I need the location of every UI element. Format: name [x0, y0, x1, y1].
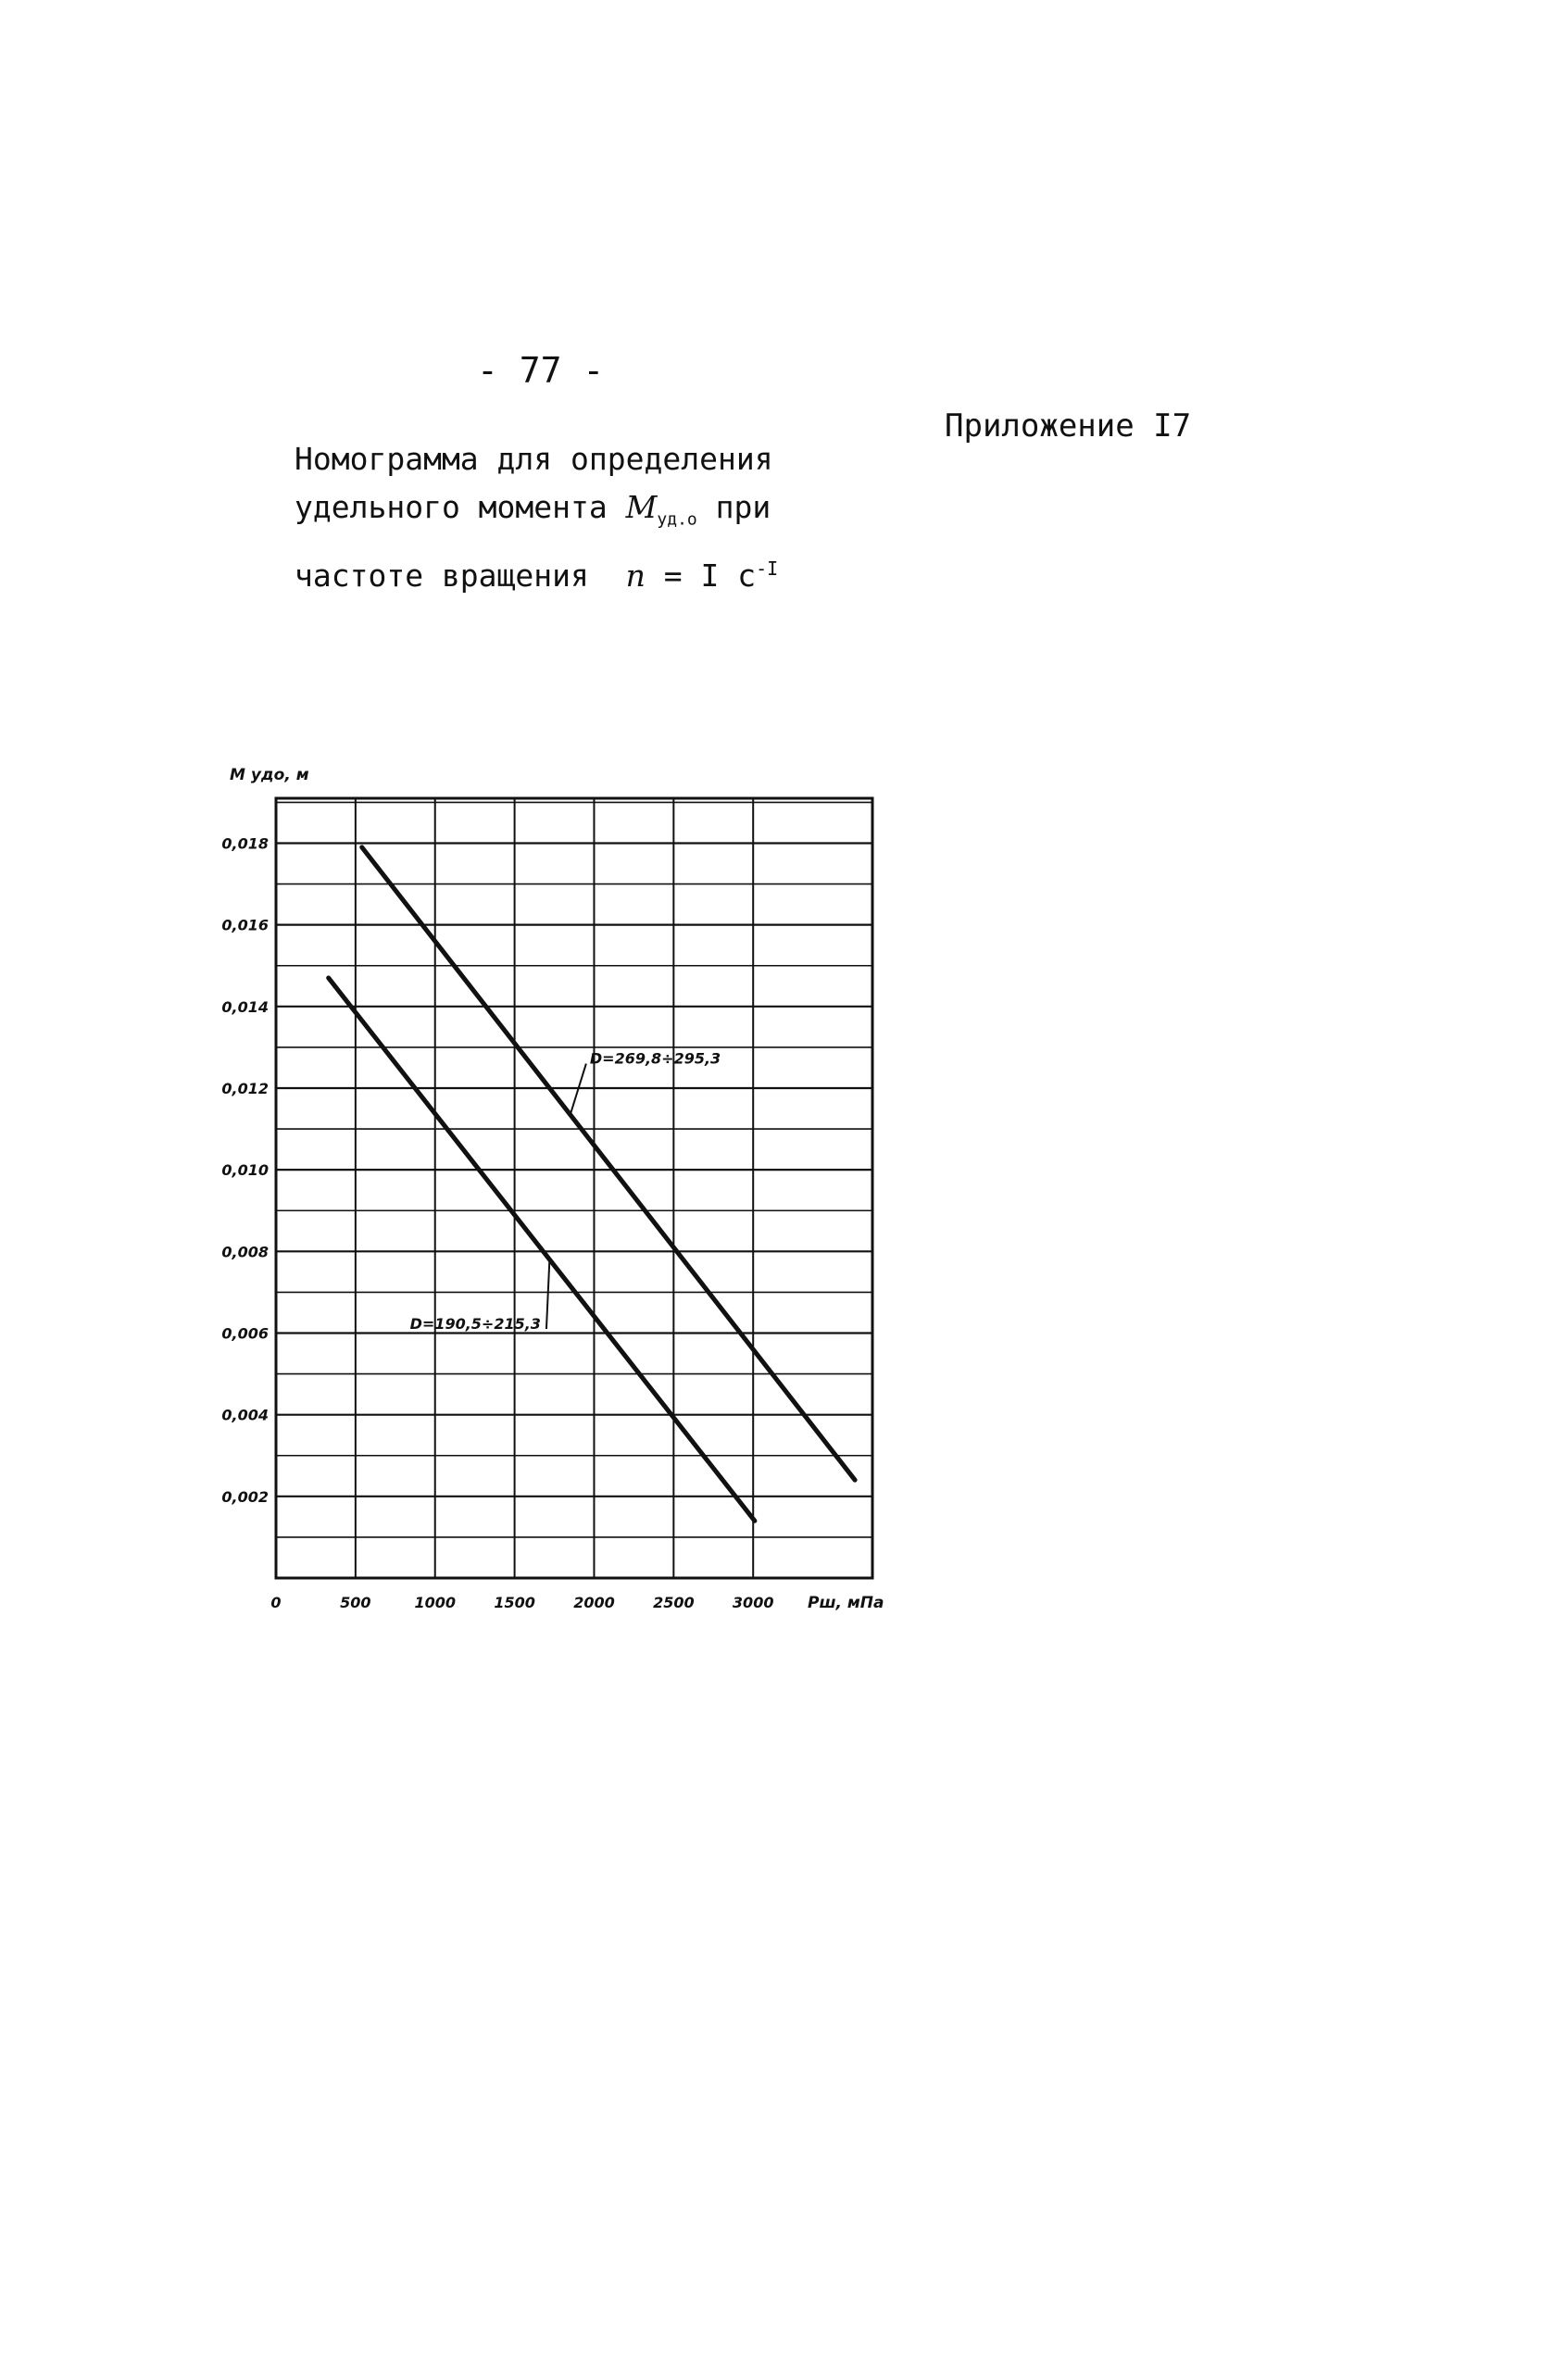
y-tick-label-3: 0,008	[221, 1243, 269, 1261]
plot-frame	[276, 798, 872, 1578]
x-tick-label-0: 0	[270, 1594, 282, 1611]
chart-series	[329, 847, 855, 1521]
series-leader-1	[546, 1259, 549, 1329]
chart-labels	[221, 766, 884, 1612]
page-number: - 77 -	[477, 350, 605, 391]
series-leader-0	[571, 1064, 586, 1115]
caption-speed-symbol: n	[625, 557, 646, 594]
appendix-label: Приложение I7	[945, 407, 1192, 445]
y-tick-label-7: 0,016	[221, 916, 269, 934]
x-tick-label-1: 500	[340, 1594, 371, 1611]
y-tick-label-6: 0,014	[221, 997, 269, 1016]
y-tick-label-2: 0,006	[221, 1324, 269, 1343]
caption-line-3-prefix: частоте вращения	[295, 557, 626, 594]
caption-speed-superscript: -I	[756, 557, 779, 580]
y-tick-label-1: 0,004	[221, 1406, 269, 1424]
x-tick-label-6: 3000	[732, 1594, 774, 1611]
x-axis-title: Pш, мПа	[808, 1594, 884, 1612]
series-label-0: D=269,8÷295,3	[589, 1049, 721, 1068]
y-tick-label-0: 0,002	[221, 1487, 269, 1506]
x-tick-label-4: 2000	[573, 1594, 615, 1611]
caption-moment-symbol: M	[625, 489, 658, 525]
caption-line-1: Номограмма для определения	[295, 441, 773, 477]
y-tick-label-5: 0,012	[221, 1079, 269, 1097]
caption-line-2-suffix: при	[696, 489, 771, 525]
series-label-1: D=190,5÷215,3	[409, 1315, 541, 1334]
x-tick-label-2: 1000	[414, 1594, 456, 1611]
caption-moment-subscript: уд.о	[657, 509, 697, 530]
x-tick-label-5: 2500	[653, 1594, 695, 1611]
chart-grid	[276, 798, 872, 1578]
x-tick-label-3: 1500	[494, 1594, 535, 1611]
y-axis-title: M удо, м	[230, 766, 309, 784]
y-tick-label-4: 0,010	[221, 1161, 269, 1180]
caption-line-2-prefix: удельного момента	[295, 489, 626, 525]
caption-line-3-equals: = I с	[645, 557, 757, 594]
y-tick-label-8: 0,018	[221, 834, 269, 853]
